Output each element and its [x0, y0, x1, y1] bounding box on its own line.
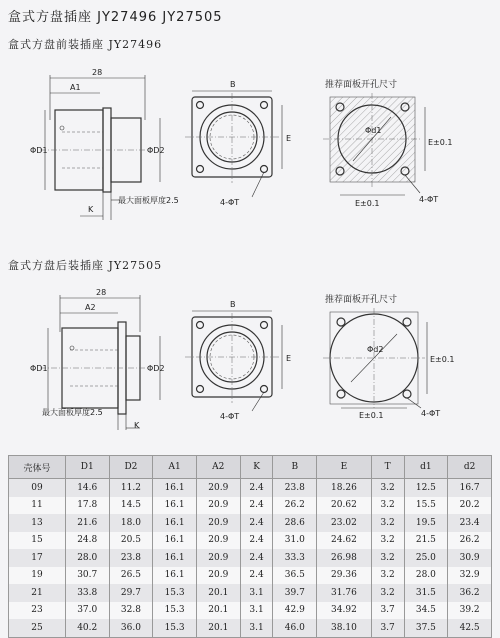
panel-thickness-note: 最大面板厚度2.5	[118, 196, 179, 205]
table-cell: 09	[9, 479, 66, 497]
table-cell: 25.0	[404, 549, 448, 567]
table-cell: 21.5	[404, 532, 448, 550]
table-cell: 23	[9, 602, 66, 620]
table-header-row	[9, 456, 492, 479]
front-mount-front-view	[180, 75, 310, 210]
table-cell: 39.2	[448, 602, 492, 620]
table-cell: 3.2	[371, 532, 404, 550]
table-cell: 16.1	[153, 479, 197, 497]
table-cell: 16.1	[153, 549, 197, 567]
dim-d1-label: ΦD1	[30, 146, 48, 155]
table-cell: 33.8	[65, 584, 109, 602]
table-cell: 16.7	[448, 479, 492, 497]
table-cell: 36.0	[109, 619, 153, 637]
table-body	[9, 479, 492, 638]
table-cell: 3.7	[371, 619, 404, 637]
table-cell: 20.9	[196, 514, 240, 532]
table-cell: 3.2	[371, 497, 404, 515]
table-cell: 15	[9, 532, 66, 550]
table-cell: 26.2	[273, 497, 317, 515]
table-cell: 23.4	[448, 514, 492, 532]
table-cell: 20.1	[196, 602, 240, 620]
dim-e-label: E	[286, 134, 292, 143]
dim-d1-label-2: ΦD1	[30, 364, 48, 373]
table-cell: 37.0	[65, 602, 109, 620]
dim-k-label: K	[88, 205, 94, 214]
table-cell: 31.76	[317, 584, 372, 602]
table-row	[9, 549, 492, 567]
table-cell: 34.5	[404, 602, 448, 620]
table-row	[9, 532, 492, 550]
table-cell: 31.5	[404, 584, 448, 602]
table-cell: 23.8	[273, 479, 317, 497]
table-cell: 2.4	[240, 549, 273, 567]
holes-label: 4-ΦT	[220, 198, 240, 207]
table-cell: 15.3	[153, 602, 197, 620]
cutout-title: 推荐面板开孔尺寸	[325, 80, 398, 90]
table-cell: 19	[9, 567, 66, 585]
table-cell: 13	[9, 514, 66, 532]
table-cell: 24.8	[65, 532, 109, 550]
table-cell: 20.5	[109, 532, 153, 550]
front-mount-panel-cutout	[315, 75, 495, 215]
col-header: A2	[196, 456, 240, 479]
table-cell: 16.1	[153, 567, 197, 585]
table-cell: 33.3	[273, 549, 317, 567]
table-cell: 17	[9, 549, 66, 567]
table-cell: 28.0	[65, 549, 109, 567]
table-cell: 37.5	[404, 619, 448, 637]
rear-mount-side-view	[0, 280, 200, 440]
table-cell: 46.0	[273, 619, 317, 637]
table-row	[9, 567, 492, 585]
table-cell: 26.5	[109, 567, 153, 585]
table-cell: 2.4	[240, 514, 273, 532]
table-cell: 20.1	[196, 584, 240, 602]
section1-heading: 盒式方盘前装插座 JY27496	[8, 38, 163, 51]
table-cell: 3.2	[371, 549, 404, 567]
table-cell: 21	[9, 584, 66, 602]
table-cell: 16.1	[153, 514, 197, 532]
table-cell: 28.0	[404, 567, 448, 585]
table-cell: 14.5	[109, 497, 153, 515]
tol-e-horizontal: E±0.1	[355, 199, 380, 208]
table-cell: 29.36	[317, 567, 372, 585]
table-cell: 36.2	[448, 584, 492, 602]
table-cell: 28.6	[273, 514, 317, 532]
table-cell: 14.6	[65, 479, 109, 497]
table-cell: 3.2	[371, 514, 404, 532]
col-header: d2	[448, 456, 492, 479]
col-header: D2	[109, 456, 153, 479]
dim-28-label: 28	[92, 68, 103, 77]
table-cell: 3.2	[371, 567, 404, 585]
table-cell: 2.4	[240, 532, 273, 550]
dim-28-label-2: 28	[96, 288, 107, 297]
table-cell: 3.2	[371, 479, 404, 497]
table-cell: 20.2	[448, 497, 492, 515]
table-cell: 11.2	[109, 479, 153, 497]
holes-cutout-label-2: 4-ΦT	[421, 409, 441, 418]
table-cell: 3.1	[240, 619, 273, 637]
table-cell: 24.62	[317, 532, 372, 550]
table-cell: 30.9	[448, 549, 492, 567]
table-cell: 15.3	[153, 619, 197, 637]
cutout-title-2: 推荐面板开孔尺寸	[325, 295, 398, 305]
table-cell: 3.7	[371, 602, 404, 620]
table-row	[9, 584, 492, 602]
table-cell: 39.7	[273, 584, 317, 602]
table-cell: 42.9	[273, 602, 317, 620]
table-cell: 2.4	[240, 497, 273, 515]
dim-b-label: B	[230, 80, 236, 89]
dimension-table	[8, 455, 492, 638]
table-cell: 42.5	[448, 619, 492, 637]
table-cell: 20.62	[317, 497, 372, 515]
table-cell: 31.0	[273, 532, 317, 550]
dim-d1-cutout-label: Φd1	[365, 126, 382, 135]
col-header: d1	[404, 456, 448, 479]
col-header: K	[240, 456, 273, 479]
table-cell: 32.8	[109, 602, 153, 620]
table-cell: 17.8	[65, 497, 109, 515]
dim-k-label-2: K	[134, 421, 140, 430]
table-cell: 38.10	[317, 619, 372, 637]
table-row	[9, 497, 492, 515]
tol-e-horizontal-2: E±0.1	[359, 411, 384, 420]
table-cell: 3.1	[240, 602, 273, 620]
table-cell: 20.9	[196, 567, 240, 585]
col-header: 壳体号	[9, 456, 66, 479]
table-cell: 3.1	[240, 584, 273, 602]
table-cell: 18.26	[317, 479, 372, 497]
table-cell: 15.5	[404, 497, 448, 515]
col-header: T	[371, 456, 404, 479]
table-cell: 29.7	[109, 584, 153, 602]
table-cell: 21.6	[65, 514, 109, 532]
table-cell: 2.4	[240, 567, 273, 585]
front-mount-side-view	[0, 60, 200, 230]
table-cell: 26.98	[317, 549, 372, 567]
table-cell: 32.9	[448, 567, 492, 585]
table-cell: 20.1	[196, 619, 240, 637]
table-cell: 11	[9, 497, 66, 515]
dim-a1-label: A1	[70, 83, 81, 92]
col-header: D1	[65, 456, 109, 479]
table-cell: 25	[9, 619, 66, 637]
table-row	[9, 479, 492, 497]
table-cell: 36.5	[273, 567, 317, 585]
table-cell: 23.02	[317, 514, 372, 532]
col-header: B	[273, 456, 317, 479]
table-cell: 12.5	[404, 479, 448, 497]
table-cell: 18.0	[109, 514, 153, 532]
table-cell: 3.2	[371, 584, 404, 602]
table-cell: 30.7	[65, 567, 109, 585]
table-cell: 2.4	[240, 479, 273, 497]
dim-a2-label: A2	[85, 303, 96, 312]
table-cell: 40.2	[65, 619, 109, 637]
page-title: 盒式方盘插座 JY27496 JY27505	[8, 10, 223, 25]
holes-label-2: 4-ΦT	[220, 412, 240, 421]
dim-e-label-2: E	[286, 354, 292, 363]
table-cell: 15.3	[153, 584, 197, 602]
holes-cutout-label: 4-ΦT	[419, 195, 439, 204]
panel-thickness-note-2: 最大面板厚度2.5	[42, 408, 103, 417]
col-header: E	[317, 456, 372, 479]
table-cell: 20.9	[196, 497, 240, 515]
tol-e-vertical: E±0.1	[428, 138, 453, 147]
rear-mount-panel-cutout	[315, 290, 495, 430]
table-cell: 16.1	[153, 532, 197, 550]
dim-d2-cutout-label: Φd2	[367, 345, 384, 354]
table-cell: 19.5	[404, 514, 448, 532]
dim-b-label-2: B	[230, 300, 236, 309]
section2-heading: 盒式方盘后装插座 JY27505	[8, 259, 163, 272]
table-row	[9, 602, 492, 620]
rear-mount-front-view	[180, 295, 310, 430]
table-row	[9, 619, 492, 637]
col-header: A1	[153, 456, 197, 479]
table-cell: 20.9	[196, 532, 240, 550]
table-cell: 23.8	[109, 549, 153, 567]
table-cell: 34.92	[317, 602, 372, 620]
tol-e-vertical-2: E±0.1	[430, 355, 455, 364]
dim-d2-label: ΦD2	[147, 146, 165, 155]
table-cell: 20.9	[196, 549, 240, 567]
table-cell: 26.2	[448, 532, 492, 550]
table-cell: 16.1	[153, 497, 197, 515]
dim-d2-label-2: ΦD2	[147, 364, 165, 373]
table-row	[9, 514, 492, 532]
table-cell: 20.9	[196, 479, 240, 497]
